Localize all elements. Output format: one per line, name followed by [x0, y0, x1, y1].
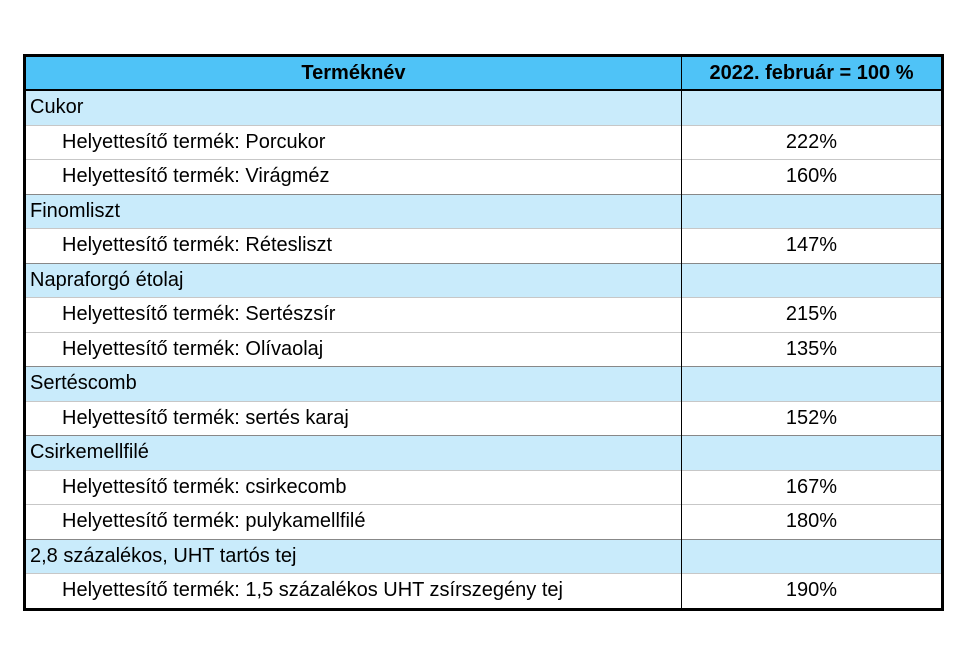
index-value-cell: 152%	[682, 401, 943, 436]
substitute-row	[25, 470, 943, 505]
product-name-cell: Helyettesítő termék: Porcukor	[25, 125, 682, 160]
product-name-cell: Helyettesítő termék: csirkecomb	[25, 470, 682, 505]
product-name-cell: Helyettesítő termék: Rétesliszt	[25, 229, 682, 264]
product-name-cell: Helyettesítő termék: 1,5 százalékos UHT zsírszegény tej	[25, 574, 682, 610]
price-index-table	[23, 54, 944, 611]
index-value-cell: 180%	[682, 505, 943, 540]
header-row	[25, 56, 943, 91]
product-name-cell: Sertéscomb	[25, 367, 682, 402]
substitute-row	[25, 401, 943, 436]
index-value-cell: 160%	[682, 160, 943, 195]
category-row	[25, 263, 943, 298]
index-value-cell: 147%	[682, 229, 943, 264]
substitute-row	[25, 229, 943, 264]
product-name-cell: Helyettesítő termék: Virágméz	[25, 160, 682, 195]
index-value-cell: 167%	[682, 470, 943, 505]
category-row	[25, 194, 943, 229]
index-value-cell	[682, 436, 943, 471]
table-body	[25, 90, 943, 609]
index-value-cell: 135%	[682, 332, 943, 367]
substitute-row	[25, 505, 943, 540]
header-index: 2022. február = 100 %	[682, 56, 943, 91]
category-row	[25, 436, 943, 471]
index-value-cell: 215%	[682, 298, 943, 333]
index-value-cell	[682, 367, 943, 402]
product-name-cell: Cukor	[25, 90, 682, 125]
index-value-cell	[682, 194, 943, 229]
product-name-cell: 2,8 százalékos, UHT tartós tej	[25, 539, 682, 574]
product-name-cell: Helyettesítő termék: pulykamellfilé	[25, 505, 682, 540]
product-name-cell: Napraforgó étolaj	[25, 263, 682, 298]
substitute-row	[25, 332, 943, 367]
substitute-row	[25, 298, 943, 333]
index-value-cell: 222%	[682, 125, 943, 160]
product-name-cell: Helyettesítő termék: sertés karaj	[25, 401, 682, 436]
product-name-cell: Helyettesítő termék: Sertészsír	[25, 298, 682, 333]
product-name-cell: Finomliszt	[25, 194, 682, 229]
category-row	[25, 90, 943, 125]
index-value-cell: 190%	[682, 574, 943, 610]
category-row	[25, 367, 943, 402]
substitute-row	[25, 574, 943, 610]
product-name-cell: Csirkemellfilé	[25, 436, 682, 471]
category-row	[25, 539, 943, 574]
substitute-row	[25, 160, 943, 195]
index-value-cell	[682, 539, 943, 574]
product-name-cell: Helyettesítő termék: Olívaolaj	[25, 332, 682, 367]
index-value-cell	[682, 263, 943, 298]
header-product-name: Terméknév	[25, 56, 682, 91]
substitute-row	[25, 125, 943, 160]
index-value-cell	[682, 90, 943, 125]
